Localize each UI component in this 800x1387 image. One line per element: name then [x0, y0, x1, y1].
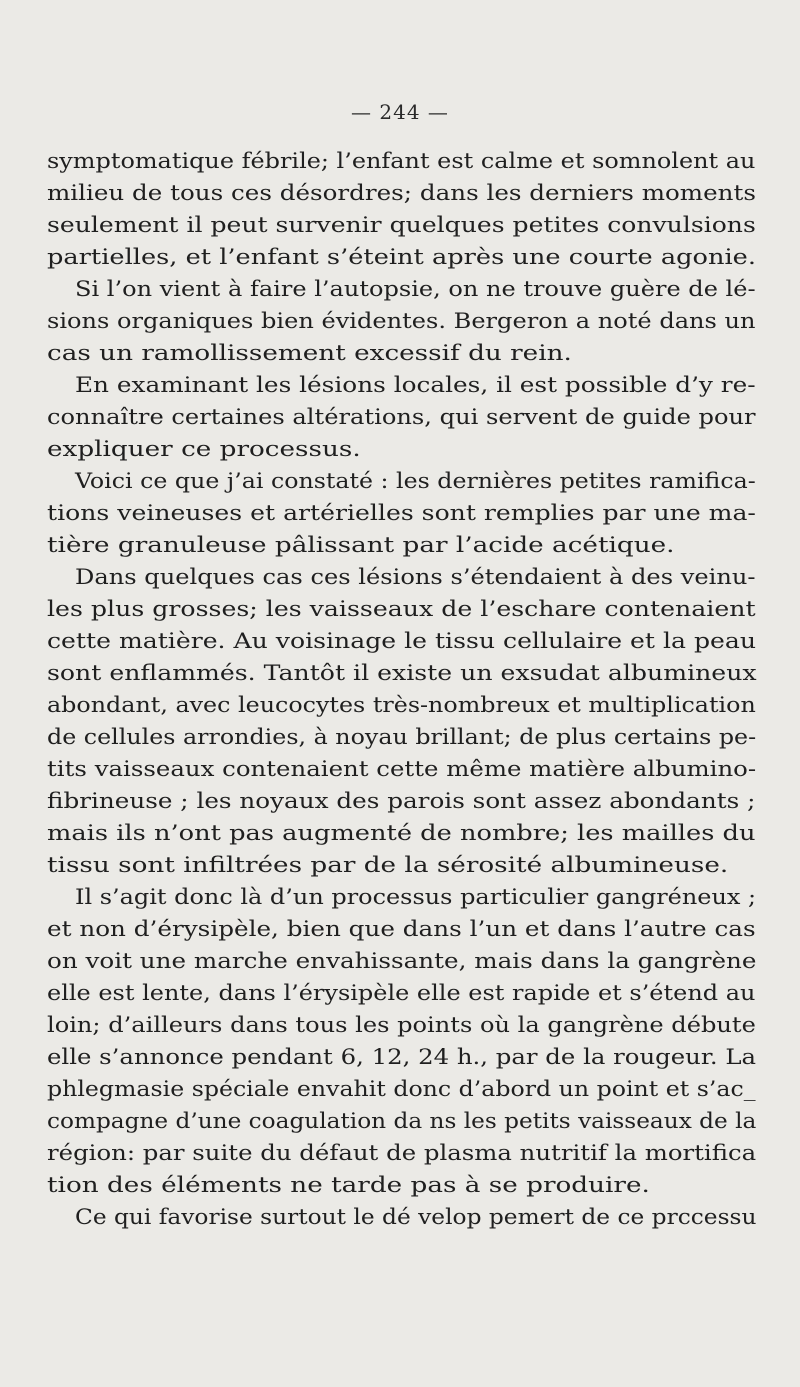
text-line: tits vaisseaux contenaient cette même matière albumino-	[47, 757, 757, 781]
text-line: Dans quelques cas ces lésions s’étendaient à des veinu-	[75, 565, 756, 589]
text-line: on voit une marche envahissante, mais dans la gangrène	[47, 949, 757, 973]
text-line: sont enflammés. Tantôt il existe un exsudat albumineux	[47, 661, 757, 685]
text-line: partielles, et l’enfant s’éteint après une courte agonie.	[47, 245, 756, 269]
text-line: elle est lente, dans l’érysipèle elle est rapide et s’étend au	[47, 981, 756, 1005]
text-line: phlegmasie spéciale envahit donc d’abord un point et s’ac_	[47, 1077, 756, 1101]
text-line: tière granuleuse pâlissant par l’acide acétique.	[47, 533, 675, 557]
text-line: fibrineuse ; les noyaux des parois sont assez abondants ;	[47, 789, 756, 813]
text-line: expliquer ce processus.	[47, 437, 361, 461]
text-line: loin; d’ailleurs dans tous les points où la gangrène débute	[47, 1013, 756, 1037]
text-line: et non d’érysipèle, bien que dans l’un et dans l’autre cas	[47, 917, 756, 941]
text-line: sions organiques bien évidentes. Bergeron a noté dans un	[47, 309, 756, 333]
text-line: cas un ramollissement excessif du rein.	[47, 341, 572, 365]
text-line: de cellules arrondies, à noyau brillant; de plus certains pe-	[47, 725, 757, 749]
text-line: les plus grosses; les vaisseaux de l’eschare contenaient	[47, 597, 756, 621]
text-line: région: par suite du défaut de plasma nutritif la mortifica	[47, 1141, 757, 1165]
text-line: abondant, avec leucocytes très-nombreux et multiplication	[47, 693, 756, 717]
text-line: tissu sont infiltrées par de la sérosité albumineuse.	[47, 853, 729, 877]
text-line: Si l’on vient à faire l’autopsie, on ne trouve guère de lé-	[75, 277, 756, 301]
text-line: tion des éléments ne tarde pas à se produire.	[47, 1173, 650, 1197]
text-line: cette matière. Au voisinage le tissu cellulaire et la peau	[47, 629, 757, 653]
text-line: tions veineuses et artérielles sont remplies par une ma-	[47, 501, 756, 525]
text-line: mais ils n’ont pas augmenté de nombre; les mailles du	[47, 821, 756, 845]
page-number: — 244 —	[351, 100, 449, 124]
text-line: Voici ce que j’ai constaté : les dernières petites ramifica-	[75, 469, 756, 493]
text-line: En examinant les lésions locales, il est possible d’y re-	[75, 373, 756, 397]
text-line: milieu de tous ces désordres; dans les derniers moments	[47, 181, 756, 205]
text-line: seulement il peut survenir quelques petites convulsions	[47, 213, 756, 237]
text-line: elle s’annonce pendant 6, 12, 24 h., par de la rougeur. La	[47, 1045, 757, 1069]
text-line: Il s’agit donc là d’un processus particulier gangréneux ;	[75, 885, 757, 909]
text-line: compagne d’une coagulation da ns les petits vaisseaux de la	[47, 1109, 757, 1133]
text-line: connaître certaines altérations, qui servent de guide pour	[47, 405, 756, 429]
text-line: symptomatique fébrile; l’enfant est calme et somnolent au	[47, 149, 756, 173]
text-line: Ce qui favorise surtout le dé velop pemert de ce prccessu	[75, 1205, 757, 1229]
